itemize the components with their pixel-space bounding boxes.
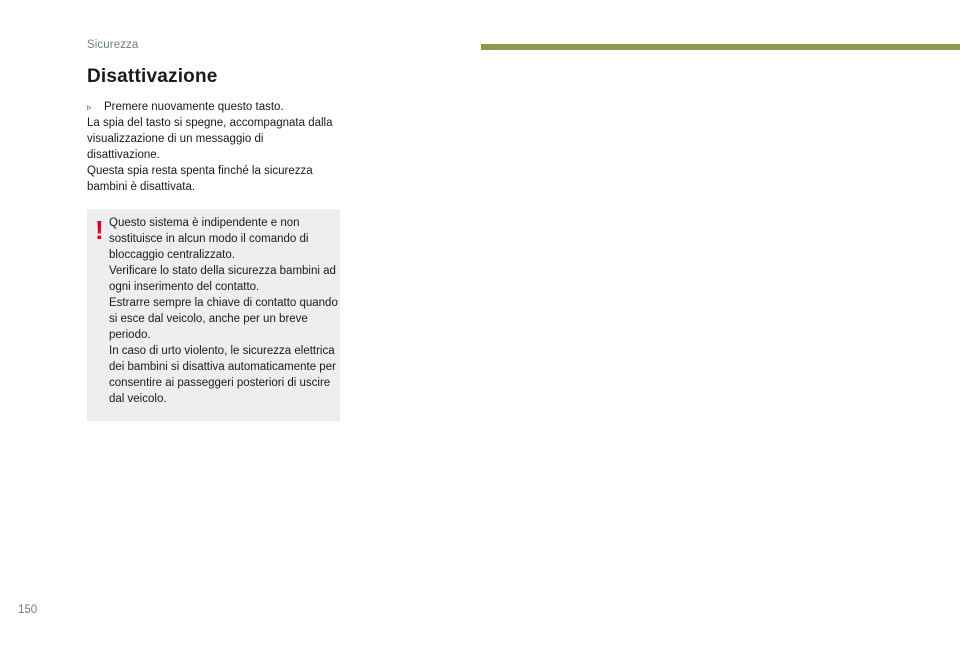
bullet-text: Premere nuovamente questo tasto.: [104, 101, 284, 113]
page-title: Disattivazione: [87, 66, 218, 87]
body-paragraph: Questa spia resta spenta finché la sicurezza bambini è disattivata.: [87, 165, 313, 193]
warning-text: [109, 215, 339, 407]
page-number: 150: [18, 604, 38, 616]
body-paragraph: La spia del tasto si spegne, accompagnata dalla visualizzazione di un messaggio di disattivazione.: [87, 117, 333, 161]
bullet-item: [87, 99, 337, 115]
warning-paragraph: Questo sistema è indipendente e non sostituisce in alcun modo il comando di bloccaggio centralizzato.: [109, 217, 309, 261]
warning-paragraph: Verificare lo stato della sicurezza bambini ad ogni inserimento del contatto.: [109, 265, 336, 293]
exclamation-icon: !: [95, 215, 104, 245]
warning-box: [87, 209, 340, 421]
header-bar: [481, 44, 960, 50]
warning-paragraph: Estrarre sempre la chiave di contatto quando si esce dal veicolo, anche per un breve periodo.: [109, 297, 338, 341]
arrow-right-icon: ▹: [87, 102, 92, 112]
section-label: Sicurezza: [87, 39, 139, 51]
body-text: [87, 99, 337, 195]
warning-paragraph: In caso di urto violento, le sicurezza elettrica dei bambini si disattiva automaticamente per consentire ai passeggeri posteriori di uscire dal veicolo.: [109, 345, 336, 405]
